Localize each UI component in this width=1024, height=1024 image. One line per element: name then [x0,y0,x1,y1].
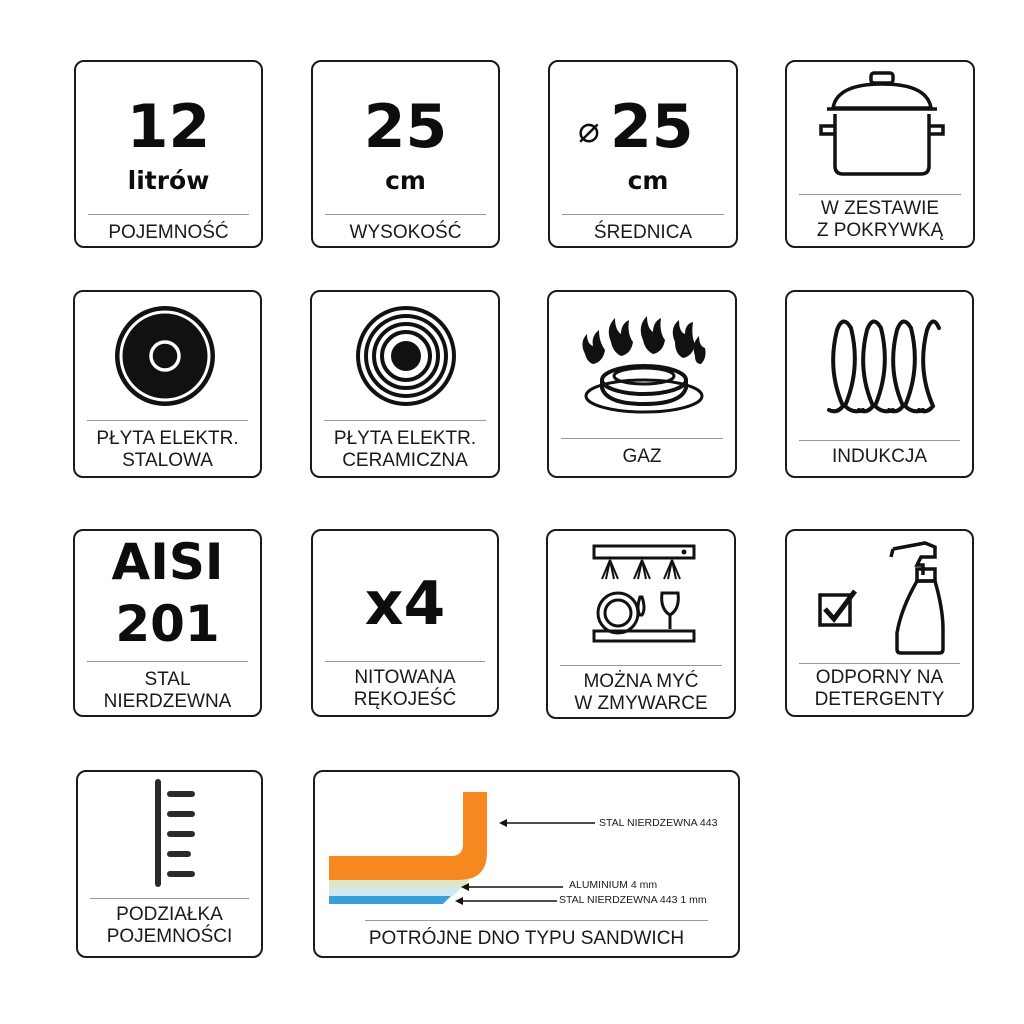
layer-bottom-label: STAL NIERDZEWNA 443 1 mm [559,894,707,906]
material-tile [73,529,262,717]
rivets-value: x4 [364,569,446,639]
dishwasher-tile [546,529,736,719]
height-tile [311,60,500,248]
gas-burner-icon [577,314,711,418]
arrow-icon-bottom [455,896,559,906]
steel-plate-tile [73,290,262,478]
induction-label: INDUKCJA [831,446,927,467]
height-label: WYSOKOŚĆ [349,222,462,243]
diameter-label: ŚREDNICA [593,222,693,243]
scale-tile [76,770,263,958]
capacity-label: POJEMNOŚĆ [108,222,229,243]
gas-label: GAZ [622,446,662,467]
detergent-label: ODPORNY NA DETERGENTY [814,667,945,710]
ceramic-plate-label: PŁYTA ELEKTR. CERAMICZNA [333,428,477,471]
steel-plate-label: PŁYTA ELEKTR. STALOWA [96,428,239,471]
layer-mid-label: ALUMINIUM 4 mm [569,879,658,891]
ceramic-hob-icon [354,304,458,408]
layer-top-label: STAL NIERDZEWNA 443 [599,817,718,829]
arrow-icon-middle [461,882,565,892]
induction-coil-icon [823,310,943,420]
dishwasher-icon [592,543,696,647]
diameter-value: 25 [610,92,694,162]
electric-steel-plate-icon [113,304,217,408]
lid-label: W ZESTAWIE Z POKRYWKĄ [816,198,944,241]
lid-tile [785,60,975,248]
capacity-unit: litrów [127,166,210,195]
measuring-scale-icon [152,778,202,888]
dishwasher-label: MOŻNA MYĆ W ZMYWARCE [574,671,708,714]
diameter-symbol: ⌀ [578,110,600,151]
ceramic-plate-tile [310,290,500,478]
diameter-unit: cm [627,166,669,195]
induction-tile [785,290,974,478]
capacity-tile [74,60,263,248]
spray-bottle-icon [887,539,949,657]
rivets-tile [311,529,499,717]
sandwich-bottom-diagram [325,790,495,910]
height-value: 25 [363,92,448,162]
material-label: STAL NIERDZEWNA [103,669,232,712]
capacity-value: 12 [126,92,211,162]
pot-with-lid-icon [815,70,949,180]
detergent-tile [785,529,974,717]
diameter-tile [548,60,738,248]
checkbox-icon [817,587,859,629]
arrow-icon-top [499,818,597,828]
rivets-label: NITOWANA RĘKOJEŚĆ [353,667,457,710]
material-line2: 201 [115,595,220,653]
scale-label: PODZIAŁKA POJEMNOŚCI [106,904,233,947]
height-unit: cm [385,166,426,195]
sandwich-label: POTRÓJNE DNO TYPU SANDWICH [368,928,685,949]
material-line1: AISI [111,533,224,591]
gas-tile [547,290,737,478]
sandwich-tile [313,770,740,958]
